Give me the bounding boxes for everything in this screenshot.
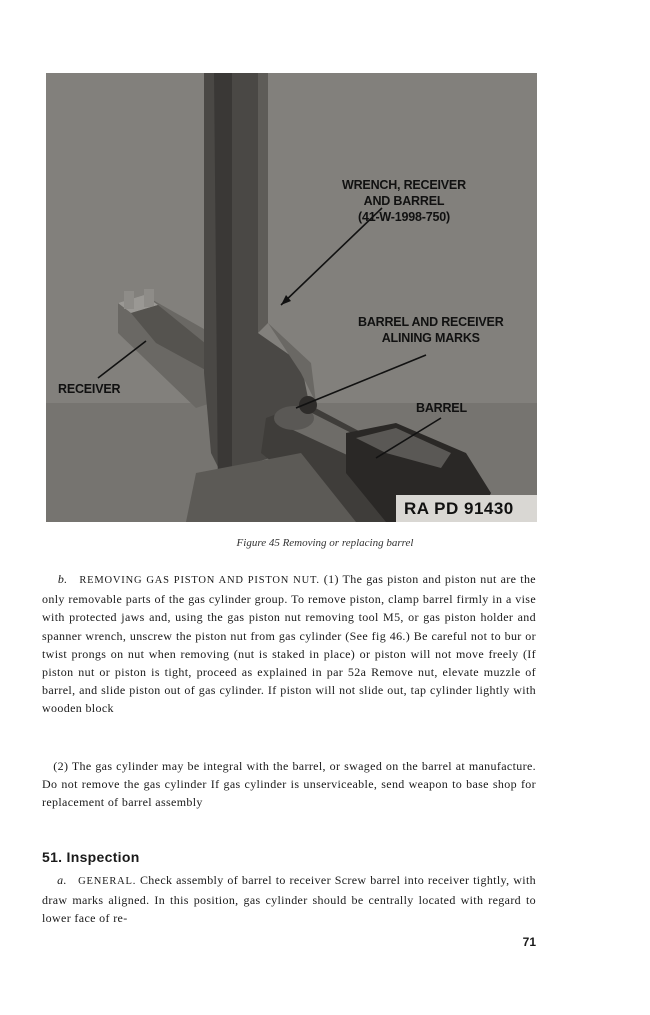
paragraph-b-heading: REMOVING GAS PISTON AND PISTON NUT. — [79, 575, 320, 586]
label-barrel — [416, 400, 467, 416]
label-marks-line2: ALINING MARKS — [381, 331, 480, 345]
figure-photo — [46, 73, 537, 522]
paragraph-2 — [42, 757, 536, 812]
label-wrench-line3: (41-W-1998-750) — [357, 210, 450, 224]
figure-stamp: RA PD 91430 — [396, 495, 537, 522]
paragraph-a-text: Check assembly of barrel to receiver Screw barrel into receiver tightly, with draw marks aligned. In this position, gas cylinder should be centrally located with regard to lower face of re- — [42, 873, 536, 926]
paragraph-b-lead: b. — [57, 572, 68, 586]
label-alining-marks — [358, 314, 504, 346]
label-wrench-line2: AND BARREL — [363, 194, 445, 208]
paragraph-2-text: (2) The gas cylinder may be integral with the barrel, or swaged on the barrel at manufacture. Do not remove the gas cylinder If gas cylinder is unserviceable, send weapon to base shop for replacement of barrel assembly — [42, 759, 536, 810]
label-barrel-text: BARREL — [416, 401, 467, 415]
paragraph-a-heading: GENERAL. — [78, 876, 137, 887]
figure-caption: Figure 45 Removing or replacing barrel — [236, 537, 414, 549]
label-marks-line1: BARREL AND RECEIVER — [358, 315, 504, 329]
barrel-wrench-illustration — [46, 73, 537, 522]
label-wrench-line1: WRENCH, RECEIVER — [342, 178, 466, 192]
label-receiver — [58, 381, 120, 397]
paragraph-a-lead: a. — [57, 873, 67, 887]
label-wrench — [342, 177, 466, 225]
section-heading: 51. Inspection — [42, 849, 140, 865]
paragraph-b-text: (1) The gas piston and piston nut are the only removable parts of the gas cylinder group. To remove piston, clamp barrel firmly in a vise with protected jaws and, using the gas piston nut removing tool M5, or gas piston holder and spanner wrench, unscrew the piston nut from gas cylinder (See fig 46.) Be careful not to bur or twist prongs on nut when removing (nut is staked in place) or piston will not move freely (If piston nut or piston is tight, proceed as explained in par 52a Remove nut, elevate muzzle of barrel, and slide piston out of gas cylinder. If piston will not slide out, tap cylinder lightly with wooden block — [42, 572, 536, 716]
paragraph-a — [42, 871, 536, 928]
paragraph-b — [42, 570, 536, 718]
page-number: 71 — [522, 935, 536, 949]
label-receiver-text: RECEIVER — [58, 382, 121, 396]
